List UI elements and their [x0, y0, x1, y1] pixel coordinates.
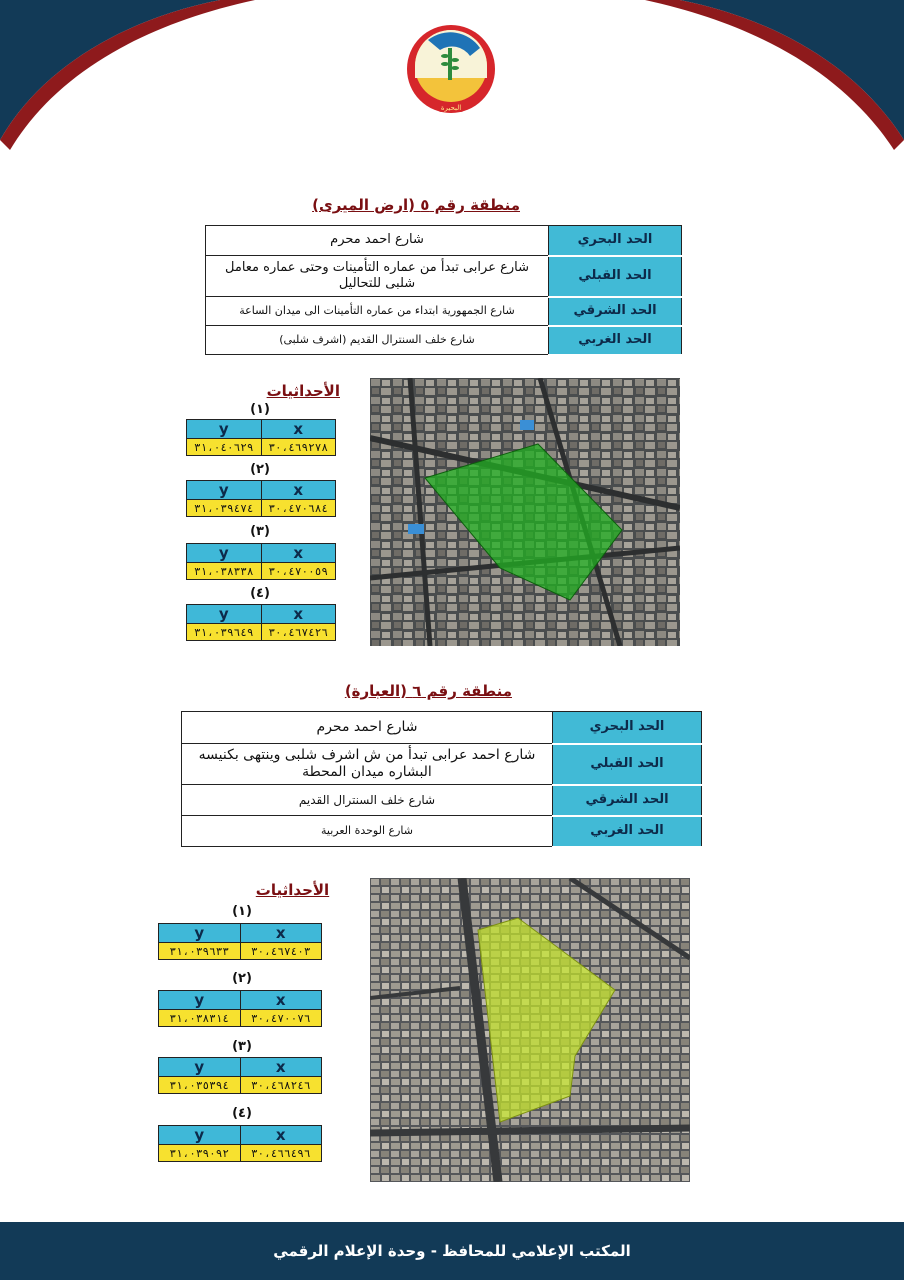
bound-value: شارع احمد عرابى تبدأ من ش اشرف شلبى وينتهى بكنيسه البشاره ميدان المحطة	[182, 744, 553, 785]
point-number: (٢)	[232, 971, 252, 986]
footer-bar	[0, 1222, 904, 1280]
y-header: y	[159, 1126, 241, 1145]
table-row	[206, 226, 682, 256]
y-header: y	[187, 605, 262, 624]
y-value: ٣١،٠٣٨٣٣٨	[187, 563, 262, 580]
x-value: ٣٠،٤٧٠٦٨٤	[261, 500, 336, 517]
y-value: ٣١،٠٣٥٣٩٤	[159, 1077, 241, 1094]
x-header: x	[261, 481, 336, 500]
bound-value: شارع خلف السنترال القديم	[182, 785, 553, 816]
bound-value: شارع الوحدة العربية	[182, 816, 553, 847]
point-number: (١)	[232, 904, 252, 919]
coord-table	[186, 543, 336, 580]
x-value: ٣٠،٤٦٧٤٢٦	[261, 624, 336, 641]
y-header: y	[187, 420, 262, 439]
zone5-title: منطقة رقم ٥ (ارض الميرى)	[312, 196, 520, 214]
bound-label: الحد القبلي	[553, 744, 702, 785]
x-value: ٣٠،٤٧٠٠٥٩	[261, 563, 336, 580]
bound-value: شارع الجمهورية ابتداء من عماره التأمينات الى ميدان الساعة	[206, 297, 549, 326]
table-row	[182, 744, 702, 785]
y-value: ٣١،٠٣٩٤٧٤	[187, 500, 262, 517]
zone6-coords-title: الأحداثيات	[255, 881, 330, 899]
x-value: ٣٠،٤٦٦٤٩٦	[240, 1145, 322, 1162]
coord-table	[158, 923, 322, 960]
x-value: ٣٠،٤٦٧٤٠٣	[240, 943, 322, 960]
x-header: x	[240, 1058, 322, 1077]
table-row	[206, 256, 682, 297]
logo-text: البحيرة	[440, 104, 462, 112]
table-row	[206, 326, 682, 355]
x-header: x	[261, 420, 336, 439]
y-header: y	[159, 924, 241, 943]
y-header: y	[159, 991, 241, 1010]
point-number: (١)	[250, 402, 270, 417]
x-header: x	[240, 991, 322, 1010]
zone6-bounds-table	[181, 711, 702, 848]
zone5-coords-title: الأحداثيات	[266, 382, 340, 400]
x-header: x	[261, 605, 336, 624]
coord-table	[186, 480, 336, 517]
point-number: (٣)	[232, 1039, 252, 1054]
y-value: ٣١،٠٣٨٣١٤	[159, 1010, 241, 1027]
bound-label: الحد الغربي	[553, 816, 702, 847]
point-number: (٢)	[250, 462, 270, 477]
coord-table	[158, 1057, 322, 1094]
bound-label: الحد الشرقي	[553, 785, 702, 816]
bound-value: شارع خلف السنترال القديم (اشرف شلبى)	[206, 326, 549, 355]
coord-table	[186, 419, 336, 456]
point-number: (٤)	[250, 586, 270, 601]
bound-label: الحد الشرقي	[549, 297, 682, 326]
y-header: y	[187, 481, 262, 500]
y-header: y	[159, 1058, 241, 1077]
x-value: ٣٠،٤٧٠٠٧٦	[240, 1010, 322, 1027]
x-header: x	[261, 544, 336, 563]
y-value: ٣١،٠٣٩٠٩٢	[159, 1145, 241, 1162]
y-value: ٣١،٠٤٠٦٢٩	[187, 439, 262, 456]
zone5-bounds-table	[205, 225, 682, 356]
bound-value: شارع عرابى تبدأ من عماره التأمينات وحتى عماره معامل شلبى للتحاليل	[206, 256, 549, 297]
zone5-satellite-map	[370, 378, 680, 646]
table-row	[182, 785, 702, 816]
x-header: x	[240, 924, 322, 943]
y-value: ٣١،٠٣٩٦٣٣	[159, 943, 241, 960]
table-row	[206, 297, 682, 326]
bound-label: الحد البحري	[549, 226, 682, 256]
table-row	[182, 816, 702, 847]
coord-table	[158, 990, 322, 1027]
zone6-satellite-map	[370, 878, 690, 1182]
bound-label: الحد القبلي	[549, 256, 682, 297]
y-value: ٣١،٠٣٩٦٤٩	[187, 624, 262, 641]
coord-table	[158, 1125, 322, 1162]
point-number: (٣)	[250, 524, 270, 539]
point-number: (٤)	[232, 1106, 252, 1121]
bound-value: شارع احمد محرم	[182, 712, 553, 744]
x-value: ٣٠،٤٦٨٢٤٦	[240, 1077, 322, 1094]
governorate-logo	[400, 20, 502, 118]
coord-table	[186, 604, 336, 641]
bound-label: الحد البحري	[553, 712, 702, 744]
bound-value: شارع احمد محرم	[206, 226, 549, 256]
table-row	[182, 712, 702, 744]
bound-label: الحد الغربي	[549, 326, 682, 355]
x-header: x	[240, 1126, 322, 1145]
footer-text: المكتب الإعلامي للمحافظ - وحدة الإعلام الرقمي	[273, 1242, 631, 1260]
zone6-title: منطقة رقم ٦ (العبارة)	[344, 682, 512, 700]
x-value: ٣٠،٤٦٩٢٧٨	[261, 439, 336, 456]
y-header: y	[187, 544, 262, 563]
